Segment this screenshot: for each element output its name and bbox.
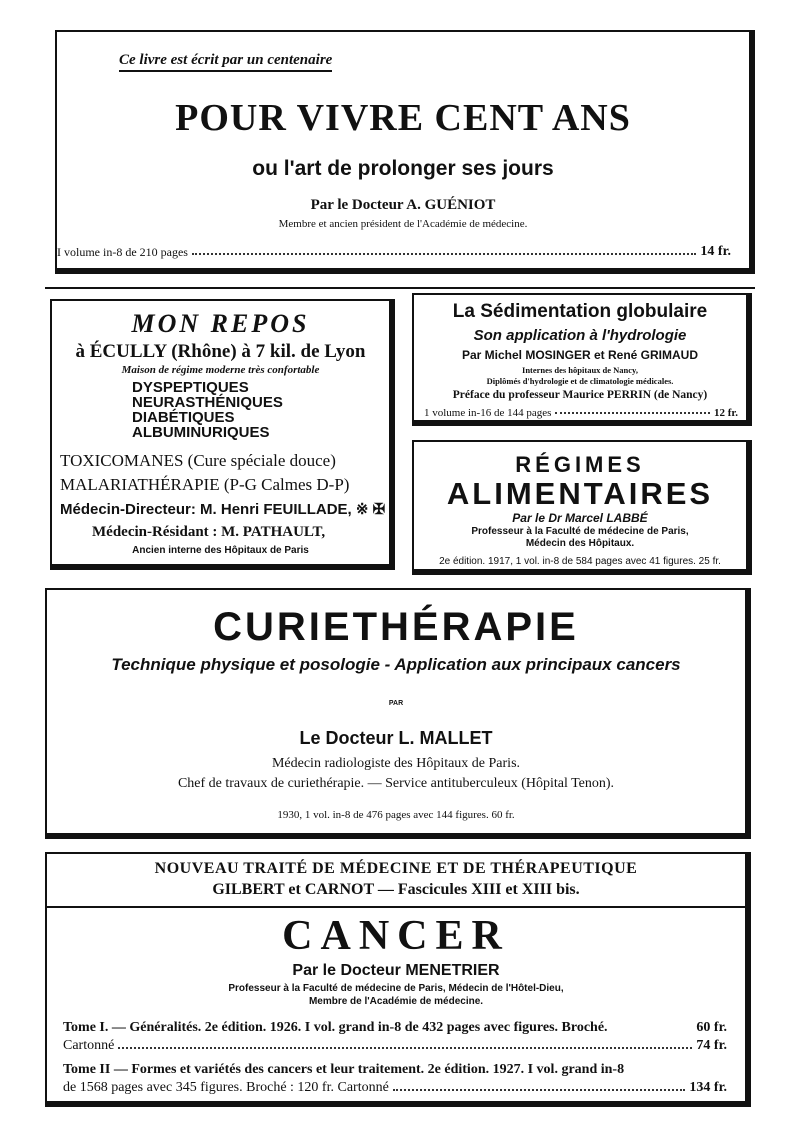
description: Maison de régime moderne très confortable	[121, 364, 320, 376]
price: 134 fr.	[689, 1080, 727, 1095]
author-role: Professeur à la Faculté de médecine de Paris,	[471, 526, 689, 537]
price-row	[424, 407, 738, 419]
condition-item: DYSPEPTIQUES	[132, 379, 249, 396]
malaria-line: MALARIATHÉRAPIE (P-G Calmes D-P)	[60, 475, 350, 494]
volume-info: I volume in-8 de 210 pages	[57, 245, 188, 259]
ad-mon-repos	[50, 299, 395, 570]
conditions-list	[132, 380, 283, 440]
resident-line: Médecin-Résidant : M. PATHAULT,	[92, 524, 326, 540]
tome2-row-1	[63, 1062, 727, 1078]
volume-info: 1 volume in-16 de 144 pages	[424, 407, 552, 419]
series-title: NOUVEAU TRAITÉ DE MÉDECINE ET DE THÉRAPEUTIQUE	[154, 860, 638, 877]
ad-curietherapie	[45, 588, 751, 839]
divider	[47, 906, 745, 908]
author-role: Chef de travaux de curiethérapie. — Service antituberculeux (Hôpital Tenon).	[177, 776, 615, 791]
book-title: CURIETHÉRAPIE	[213, 605, 579, 649]
book-title: CANCER	[282, 913, 510, 959]
author: Par le Docteur A. GUÉNIOT	[310, 197, 496, 213]
series-authors: GILBERT et CARNOT — Fascicules XIII et XIII bis.	[212, 881, 580, 898]
cartonne1-row	[63, 1038, 727, 1054]
divider	[45, 287, 755, 289]
tome1-info: Tome I. — Généralités. 2e édition. 1926. I vol. grand in-8 de 432 pages avec figures. Broché.	[63, 1020, 608, 1035]
tome2-info: de 1568 pages avec 345 figures. Broché : 120 fr. Cartonné	[63, 1080, 389, 1095]
price: 14 fr.	[700, 244, 731, 259]
book-subtitle: Son application à l'hydrologie	[473, 327, 687, 344]
edition-info: 1930, 1 vol. in-8 de 476 pages avec 144 figures. 60 fr.	[277, 809, 515, 821]
leader-dots	[192, 253, 696, 255]
director-line: Médecin-Directeur: M. Henri FEUILLADE, ※ ✠	[60, 501, 386, 518]
tagline: Ce livre est écrit par un centenaire	[119, 52, 332, 72]
book-subtitle: Technique physique et posologie - Application aux principaux cancers	[111, 655, 681, 674]
leader-dots	[555, 412, 710, 414]
book-title: La Sédimentation globulaire	[452, 301, 708, 322]
author-role: Médecin radiologiste des Hôpitaux de Paris.	[271, 756, 521, 771]
condition-item: ALBUMINURIQUES	[132, 424, 270, 441]
resident-role: Ancien interne des Hôpitaux de Paris	[132, 545, 309, 556]
par-label: PAR	[388, 700, 404, 707]
ad-sedimentation	[412, 293, 752, 426]
author-role: Membre de l'Académie de médecine.	[308, 996, 484, 1007]
title-line-1: RÉGIMES	[515, 452, 645, 477]
author-role: Internes des hôpitaux de Nancy,	[522, 365, 638, 375]
authors: Par Michel MOSINGER et René GRIMAUD	[461, 348, 699, 362]
edition-info: 2e édition. 1917, 1 vol. in-8 de 584 pages avec 41 figures. 25 fr.	[439, 556, 721, 567]
author: Le Docteur L. MALLET	[299, 728, 493, 748]
tome2-info: Tome II — Formes et variétés des cancers et leur traitement. 2e édition. 1927. I vol. grand in-8	[63, 1062, 625, 1077]
clinic-name: MON REPOS	[131, 309, 310, 338]
book-title: POUR VIVRE CENT ANS	[175, 97, 631, 139]
toxicomanes-line: TOXICOMANES (Cure spéciale douce)	[60, 451, 336, 470]
author-role: Diplômés d'hydrologie et de climatologie médicales.	[486, 376, 674, 386]
author-role: Médecin des Hôpitaux.	[525, 538, 635, 549]
ad-pour-vivre-cent-ans	[55, 30, 755, 274]
location: à ÉCULLY (Rhône) à 7 kil. de Lyon	[75, 341, 366, 362]
condition-item: NEURASTHÉNIQUES	[132, 394, 283, 411]
author: Par le Docteur MENETRIER	[292, 962, 500, 979]
price-row	[57, 244, 731, 260]
leader-dots	[393, 1089, 686, 1091]
condition-item: DIABÉTIQUES	[132, 409, 235, 426]
author-role: Membre et ancien président de l'Académie de médecine.	[278, 218, 528, 230]
ad-cancer	[45, 852, 751, 1107]
author-role: Professeur à la Faculté de médecine de Paris, Médecin de l'Hôtel-Dieu,	[228, 983, 564, 994]
book-subtitle: ou l'art de prolonger ses jours	[252, 157, 554, 180]
ad-regimes-alimentaires	[412, 440, 752, 575]
preface: Préface du professeur Maurice PERRIN (de Nancy)	[452, 389, 708, 401]
price: 60 fr.	[696, 1020, 727, 1035]
price: 12 fr.	[713, 407, 738, 419]
price: 74 fr.	[696, 1038, 727, 1053]
title-line-2: ALIMENTAIRES	[446, 476, 714, 511]
cartonne-label: Cartonné	[63, 1038, 115, 1053]
tome2-row-2	[63, 1080, 727, 1096]
tome1-row	[63, 1020, 727, 1036]
leader-dots	[118, 1047, 692, 1049]
author: Par le Dr Marcel LABBÉ	[512, 511, 648, 525]
